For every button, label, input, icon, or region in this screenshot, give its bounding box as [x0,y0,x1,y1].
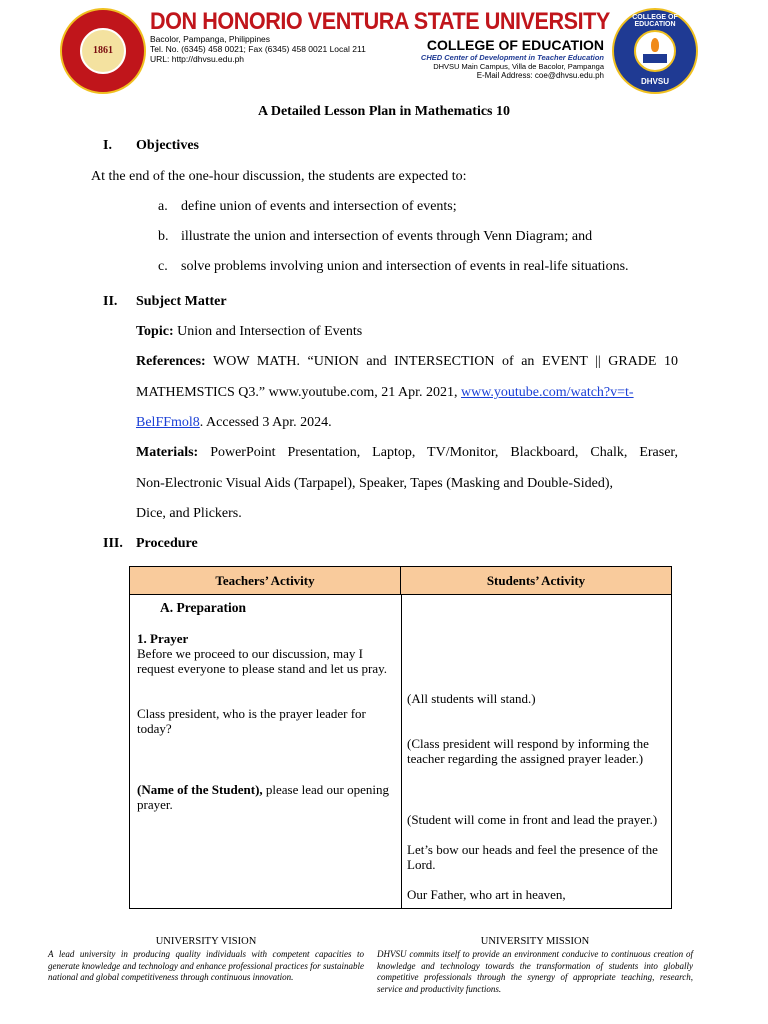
topic-value: Union and Intersection of Events [177,324,363,339]
ched-tagline: CHED Center of Development in Teacher Education [420,53,604,62]
vision-title: UNIVERSITY VISION [155,936,257,947]
objective-letter-c: c. [158,259,168,274]
procedure-table [129,566,672,909]
objective-text-c: solve problems involving union and intersection of events in real-life situations. [181,259,629,274]
student-bow-heads: Let’s bow our heads and feel the presence of the Lord. [407,842,658,872]
references-line-2 [136,385,634,401]
campus-address: DHVSU Main Campus, Villa de Bacolor, Pampanga [433,62,604,71]
student-name-placeholder: (Name of the Student), [137,782,263,797]
references-text-1: WOW MATH. “UNION and INTERSECTION of an EVENT || GRADE 10 [213,354,679,369]
teacher-prayer-request: Before we proceed to our discussion, may I request everyone to please stand and let us pray. [137,646,388,676]
topic-label: Topic: [136,324,174,339]
college-seal-logo [612,8,698,94]
materials-line-3: Dice, and Plickers. [136,506,242,521]
college-name: COLLEGE OF EDUCATION [426,37,604,53]
references-line-3 [136,415,332,431]
teacher-lead-prayer-text: please lead our opening prayer. [137,782,389,812]
address-line-3: URL: http://dhvsu.edu.ph [150,54,245,64]
teacher-question: Class president, who is the prayer leader for today? [137,706,366,736]
topic-line [136,324,362,340]
college-email: E-Mail Address: coe@dhvsu.edu.ph [476,71,604,80]
references-accessed: . Accessed 3 Apr. 2024. [199,415,332,430]
column-divider [401,595,402,908]
university-name: DON HONORIO VENTURA STATE UNIVERSITY [150,8,610,35]
materials-label: Materials: [136,445,199,460]
references-link-part-1[interactable]: www.youtube.com/watch?v=t- [460,385,634,400]
address-line-1: Bacolor, Pampanga, Philippines [150,34,271,44]
university-seal-logo [60,8,146,94]
objective-letter-b: b. [158,229,169,244]
section-number-objectives: I. [103,138,112,153]
objective-text-b: illustrate the union and intersection of events through Venn Diagram; and [181,229,593,244]
document-title: A Detailed Lesson Plan in Mathematics 10 [258,104,510,119]
torch-flame-icon [651,38,659,52]
section-number-procedure: III. [103,536,123,551]
column-header-teachers: Teachers’ Activity [130,567,401,595]
prayer-heading: 1. Prayer [137,631,189,646]
student-stand: (All students will stand.) [407,691,536,706]
college-seal-emblem [634,30,676,72]
materials-line-2: Non-Electronic Visual Aids (Tarpapel), Speaker, Tapes (Masking and Double-Sided), [136,476,614,491]
seal-inner-emblem [80,28,126,74]
materials-line-1 [136,445,678,461]
objective-text-a: define union of events and intersection of events; [181,199,457,214]
references-link-part-2[interactable]: BelFFmol8 [136,415,200,430]
preparation-heading: A. Preparation [160,600,246,615]
section-title-procedure: Procedure [136,536,198,551]
objectives-intro: At the end of the one-hour discussion, the students are expected to: [91,169,467,184]
objective-letter-a: a. [158,199,168,214]
section-number-subject: II. [103,294,118,309]
college-seal-label: DHVSU [640,77,669,86]
seal-year: 1861 [93,45,113,56]
mission-title: UNIVERSITY MISSION [480,936,590,947]
materials-text-1: PowerPoint Presentation, Laptop, TV/Monitor, Blackboard, Chalk, Eraser, [210,445,679,460]
references-text-2: MATHEMSTICS Q3.” www.youtube.com, 21 Apr. 2021, [136,385,458,400]
references-line-1 [136,354,678,370]
references-label: References: [136,354,206,369]
student-our-father: Our Father, who art in heaven, [407,887,566,902]
section-title-objectives: Objectives [136,138,199,153]
vision-text: A lead university in producing quality individuals with competent capacities to generate knowledge and technology and enhance professional practices for sustainable national and global competitiveness through continuous innovation. [48,949,364,982]
address-line-2: Tel. No. (6345) 458 0021; Fax (6345) 458 0021 Local 211 [150,44,366,54]
teacher-lead-prayer [137,782,395,812]
student-lead-prayer: (Student will come in front and lead the prayer.) [407,812,658,827]
open-book-icon [643,54,667,63]
student-president-response: (Class president will respond by informing the teacher regarding the assigned prayer leader.) [407,736,649,766]
section-title-subject: Subject Matter [136,294,227,309]
column-header-students: Students’ Activity [401,567,671,595]
mission-text: DHVSU commits itself to provide an environment conducive to continuous creation of knowledge and technology towards the transformation of students into globally competitive professionals through the synergy of appropriate teaching, research, service and productivity functions. [377,949,693,994]
college-seal-arc-text: COLLEGE OF EDUCATION [632,14,678,28]
